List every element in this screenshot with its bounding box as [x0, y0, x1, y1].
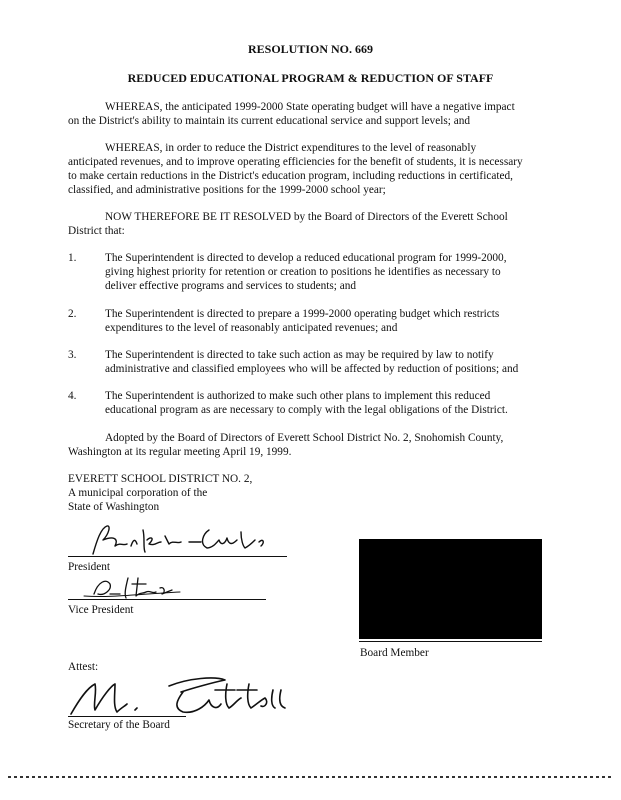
attest-label: Attest:: [68, 661, 99, 673]
item-2-number: 2.: [68, 308, 77, 320]
resolved-line1: NOW THEREFORE BE IT RESOLVED by the Board of Directors of the Everett School: [105, 211, 508, 223]
item-1-line1: The Superintendent is directed to develop a reduced educational program for 1999-2000,: [105, 252, 507, 264]
item-1-line2: giving highest priority for retention or creation to positions he identifies as necessary to: [105, 266, 501, 278]
item-3-line2: administrative and classified employees who will be affected by reduction of positions; and: [105, 363, 519, 375]
district-state: State of Washington: [68, 501, 160, 513]
board-member-label: Board Member: [360, 647, 429, 659]
item-4-line1: The Superintendent is authorized to make such other plans to implement this reduced: [105, 390, 491, 402]
item-3-number: 3.: [68, 349, 77, 361]
whereas1-line1: WHEREAS, the anticipated 1999-2000 State operating budget will have a negative impact: [105, 101, 515, 113]
secretary-signature-line: [68, 716, 186, 717]
adopted-line2: Washington at its regular meeting April 19, 1999.: [68, 446, 292, 458]
whereas2-line1: WHEREAS, in order to reduce the District expenditures to the level of reasonably: [105, 142, 477, 154]
item-4-number: 4.: [68, 390, 77, 402]
resolved-line2: District that:: [68, 225, 125, 237]
whereas2-line2: anticipated revenues, and to improve operating efficiencies for the benefit of students, it is necessary: [68, 156, 523, 168]
secretary-label: Secretary of the Board: [68, 719, 170, 731]
vice-president-label: Vice President: [68, 604, 134, 616]
whereas1-line2: on the District's ability to maintain its current educational service and support levels; and: [68, 115, 471, 127]
vice-president-signature: [80, 572, 190, 602]
vice-president-signature-line: [68, 599, 266, 600]
item-1-number: 1.: [68, 252, 77, 264]
item-3-line1: The Superintendent is directed to take such action as may be required by law to notify: [105, 349, 494, 361]
whereas2-line4: classified, and administrative positions for the 1999-2000 school year;: [68, 184, 386, 196]
adopted-line1: Adopted by the Board of Directors of Everett School District No. 2, Snohomish County,: [105, 432, 504, 444]
redacted-signature-block: [359, 539, 542, 639]
item-2-line1: The Superintendent is directed to prepare a 1999-2000 operating budget which restricts: [105, 308, 500, 320]
district-corporation: A municipal corporation of the: [68, 487, 208, 499]
document-title: REDUCED EDUCATIONAL PROGRAM & REDUCTION OF STAFF: [127, 71, 494, 85]
president-label: President: [68, 561, 111, 573]
president-signature: [85, 520, 285, 560]
president-signature-line: [68, 556, 287, 557]
item-1-line3: deliver effective programs and services to students; and: [105, 280, 357, 292]
resolution-number: RESOLUTION NO. 669: [247, 42, 374, 56]
whereas2-line3: to make certain reductions in the District's education program, including reductions in certificated,: [68, 170, 513, 182]
board-member-signature-line: [359, 641, 542, 642]
item-2-line2: expenditures to the level of reasonably anticipated revenues; and: [105, 322, 398, 334]
district-name: EVERETT SCHOOL DISTRICT NO. 2,: [68, 473, 253, 485]
scan-edge-artifact: [8, 776, 613, 778]
item-4-line2: educational program as are necessary to comply with the legal obligations of the District.: [105, 404, 508, 416]
